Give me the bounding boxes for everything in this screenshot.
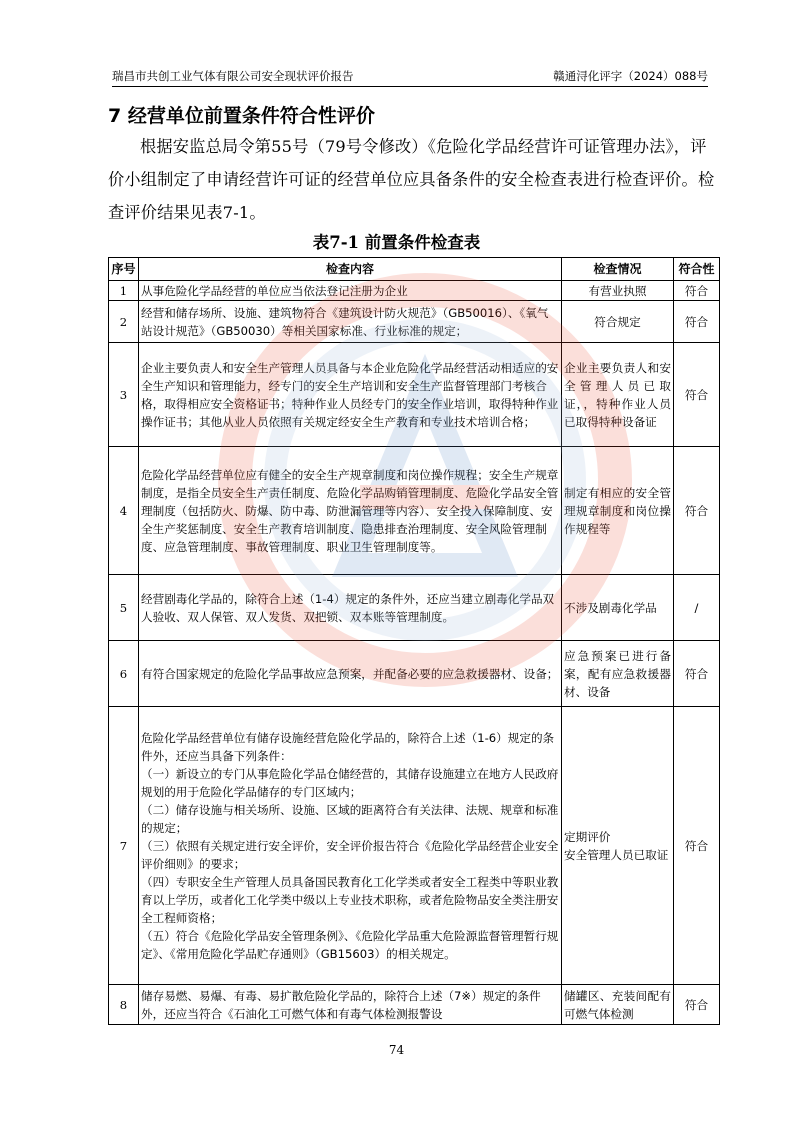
row-number: 6 bbox=[109, 641, 139, 707]
row-result: 符合 bbox=[674, 985, 720, 1025]
table-caption: 表7-1 前置条件检查表 bbox=[312, 233, 481, 252]
table-row bbox=[109, 575, 720, 641]
header-no: 序号 bbox=[109, 258, 139, 281]
row-result: 符合 bbox=[674, 447, 720, 575]
row-content: 危险化学品经营单位应有健全的安全生产规章制度和岗位操作规程；安全生产规章制度，是指全员安全生产责任制度、危险化学品购销管理制度、危险化学品安全管理制度（包括防火、防爆、防中毒、防泄漏管理等内容）、安全投入保障制度、安全生产奖惩制度、安全生产教育培训制度、隐患排查治理制度、安全风险管理制度、应急管理制度、事故管理制度、职业卫生管理制度等。 bbox=[139, 447, 562, 575]
row-situation bbox=[562, 707, 674, 985]
row-result: 符合 bbox=[674, 301, 720, 343]
row-result: 符合 bbox=[674, 281, 720, 301]
row-result: 符合 bbox=[674, 707, 720, 985]
row-result: / bbox=[674, 575, 720, 641]
check-table bbox=[108, 257, 720, 1025]
header-situation: 检查情况 bbox=[562, 258, 674, 281]
page-header bbox=[112, 66, 708, 87]
row-situation: 储罐区、充装间配有可燃气体检测 bbox=[562, 985, 674, 1025]
row-number: 8 bbox=[109, 985, 139, 1025]
situation-line: 安全管理人员已取证 bbox=[564, 847, 669, 862]
row-number: 3 bbox=[109, 343, 139, 447]
header-content: 检查内容 bbox=[139, 258, 562, 281]
table-row bbox=[109, 641, 720, 707]
row-result: 符合 bbox=[674, 641, 720, 707]
row-number: 4 bbox=[109, 447, 139, 575]
row-number: 1 bbox=[109, 281, 139, 301]
row-content: 有符合国家规定的危险化学品事故应急预案，并配备必要的应急救援器材、设备； bbox=[139, 641, 562, 707]
header-result: 符合性 bbox=[674, 258, 720, 281]
section-heading: 7 经营单位前置条件符合性评价 bbox=[108, 105, 375, 127]
row-number: 2 bbox=[109, 301, 139, 343]
table-row bbox=[109, 985, 720, 1025]
row-content: 储存易燃、易爆、有毒、易扩散危险化学品的，除符合上述（7※）规定的条件外，还应当符合《石油化工可燃气体和有毒气体检测报警设 bbox=[139, 985, 562, 1025]
row-content: 企业主要负责人和安全生产管理人员具备与本企业危险化学品经营活动相适应的安全生产知识和管理能力，经专门的安全生产培训和安全生产监督管理部门考核合格，取得相应安全资格证书；特种作业人员经专门的安全作业培训，取得特种作业操作证书；其他从业人员依照有关规定经安全生产教育和专业技术培训合格； bbox=[139, 343, 562, 447]
table-row bbox=[109, 447, 720, 575]
situation-line: 定期评价 bbox=[564, 829, 611, 844]
table-row bbox=[109, 707, 720, 985]
content-line: （二）储存设施与相关场所、设施、区域的距离符合有关法律、法规、规章和标准的规定； bbox=[141, 802, 559, 835]
report-number: 赣通浔化评字（2024）088号 bbox=[553, 69, 708, 83]
content-line: （一）新设立的专门从事危险化学品仓储经营的，其储存设施建立在地方人民政府规划的用于危险化学品储存的专门区域内； bbox=[141, 766, 559, 799]
content-line: （五）符合《危险化学品安全管理条例》、《危险化学品重大危险源监督管理暂行规定》、《常用危险化学品贮存通则》（GB15603）的相关规定。 bbox=[141, 928, 559, 961]
table-header-row bbox=[109, 258, 720, 281]
row-situation: 有营业执照 bbox=[562, 281, 674, 301]
table-row bbox=[109, 343, 720, 447]
table-row bbox=[109, 301, 720, 343]
row-content bbox=[139, 707, 562, 985]
page-number: 74 bbox=[388, 1043, 405, 1057]
table-row bbox=[109, 281, 720, 301]
row-content: 经营和储存场所、设施、建筑物符合《建筑设计防火规范》（GB50016）、《氧气站设计规范》（GB50030）等相关国家标准、行业标准的规定； bbox=[139, 301, 562, 343]
content-line: 危险化学品经营单位有储存设施经营危险化学品的，除符合上述（1-6）规定的条件外，还应当具备下列条件： bbox=[141, 730, 555, 763]
row-situation: 不涉及剧毒化学品 bbox=[562, 575, 674, 641]
row-situation: 制定有相应的安全管理规章制度和岗位操作规程等 bbox=[562, 447, 674, 575]
row-content: 从事危险化学品经营的单位应当依法登记注册为企业 bbox=[139, 281, 562, 301]
row-number: 7 bbox=[109, 707, 139, 985]
row-situation: 企业主要负责人和安全管理人员已取证，，特种作业人员已取得特种设备证 bbox=[562, 343, 674, 447]
row-content: 经营剧毒化学品的，除符合上述（1-4）规定的条件外，还应当建立剧毒化学品双人验收、双人保管、双人发货、双把锁、双本账等管理制度。 bbox=[139, 575, 562, 641]
report-title: 瑞昌市共创工业气体有限公司安全现状评价报告 bbox=[112, 69, 354, 83]
intro-paragraph: 根据安监总局令第55号（79号令修改）《危险化学品经营许可证管理办法》，评价小组制定了申请经营许可证的经营单位应具备条件的安全检查表进行检查评价。检查评价结果见表7-1。 bbox=[108, 137, 715, 222]
row-result: 符合 bbox=[674, 343, 720, 447]
row-situation: 应急预案已进行备案，配有应急救援器材、设备 bbox=[562, 641, 674, 707]
row-number: 5 bbox=[109, 575, 139, 641]
content-line: （三）依照有关规定进行安全评价，安全评价报告符合《危险化学品经营企业安全评价细则》的要求； bbox=[141, 838, 559, 871]
row-situation: 符合规定 bbox=[562, 301, 674, 343]
content-line: （四）专职安全生产管理人员具备国民教育化工化学类或者安全工程类中等职业教育以上学历，或者化工化学类中级以上专业技术职称，或者危险物品安全类注册安全工程师资格； bbox=[141, 874, 559, 925]
